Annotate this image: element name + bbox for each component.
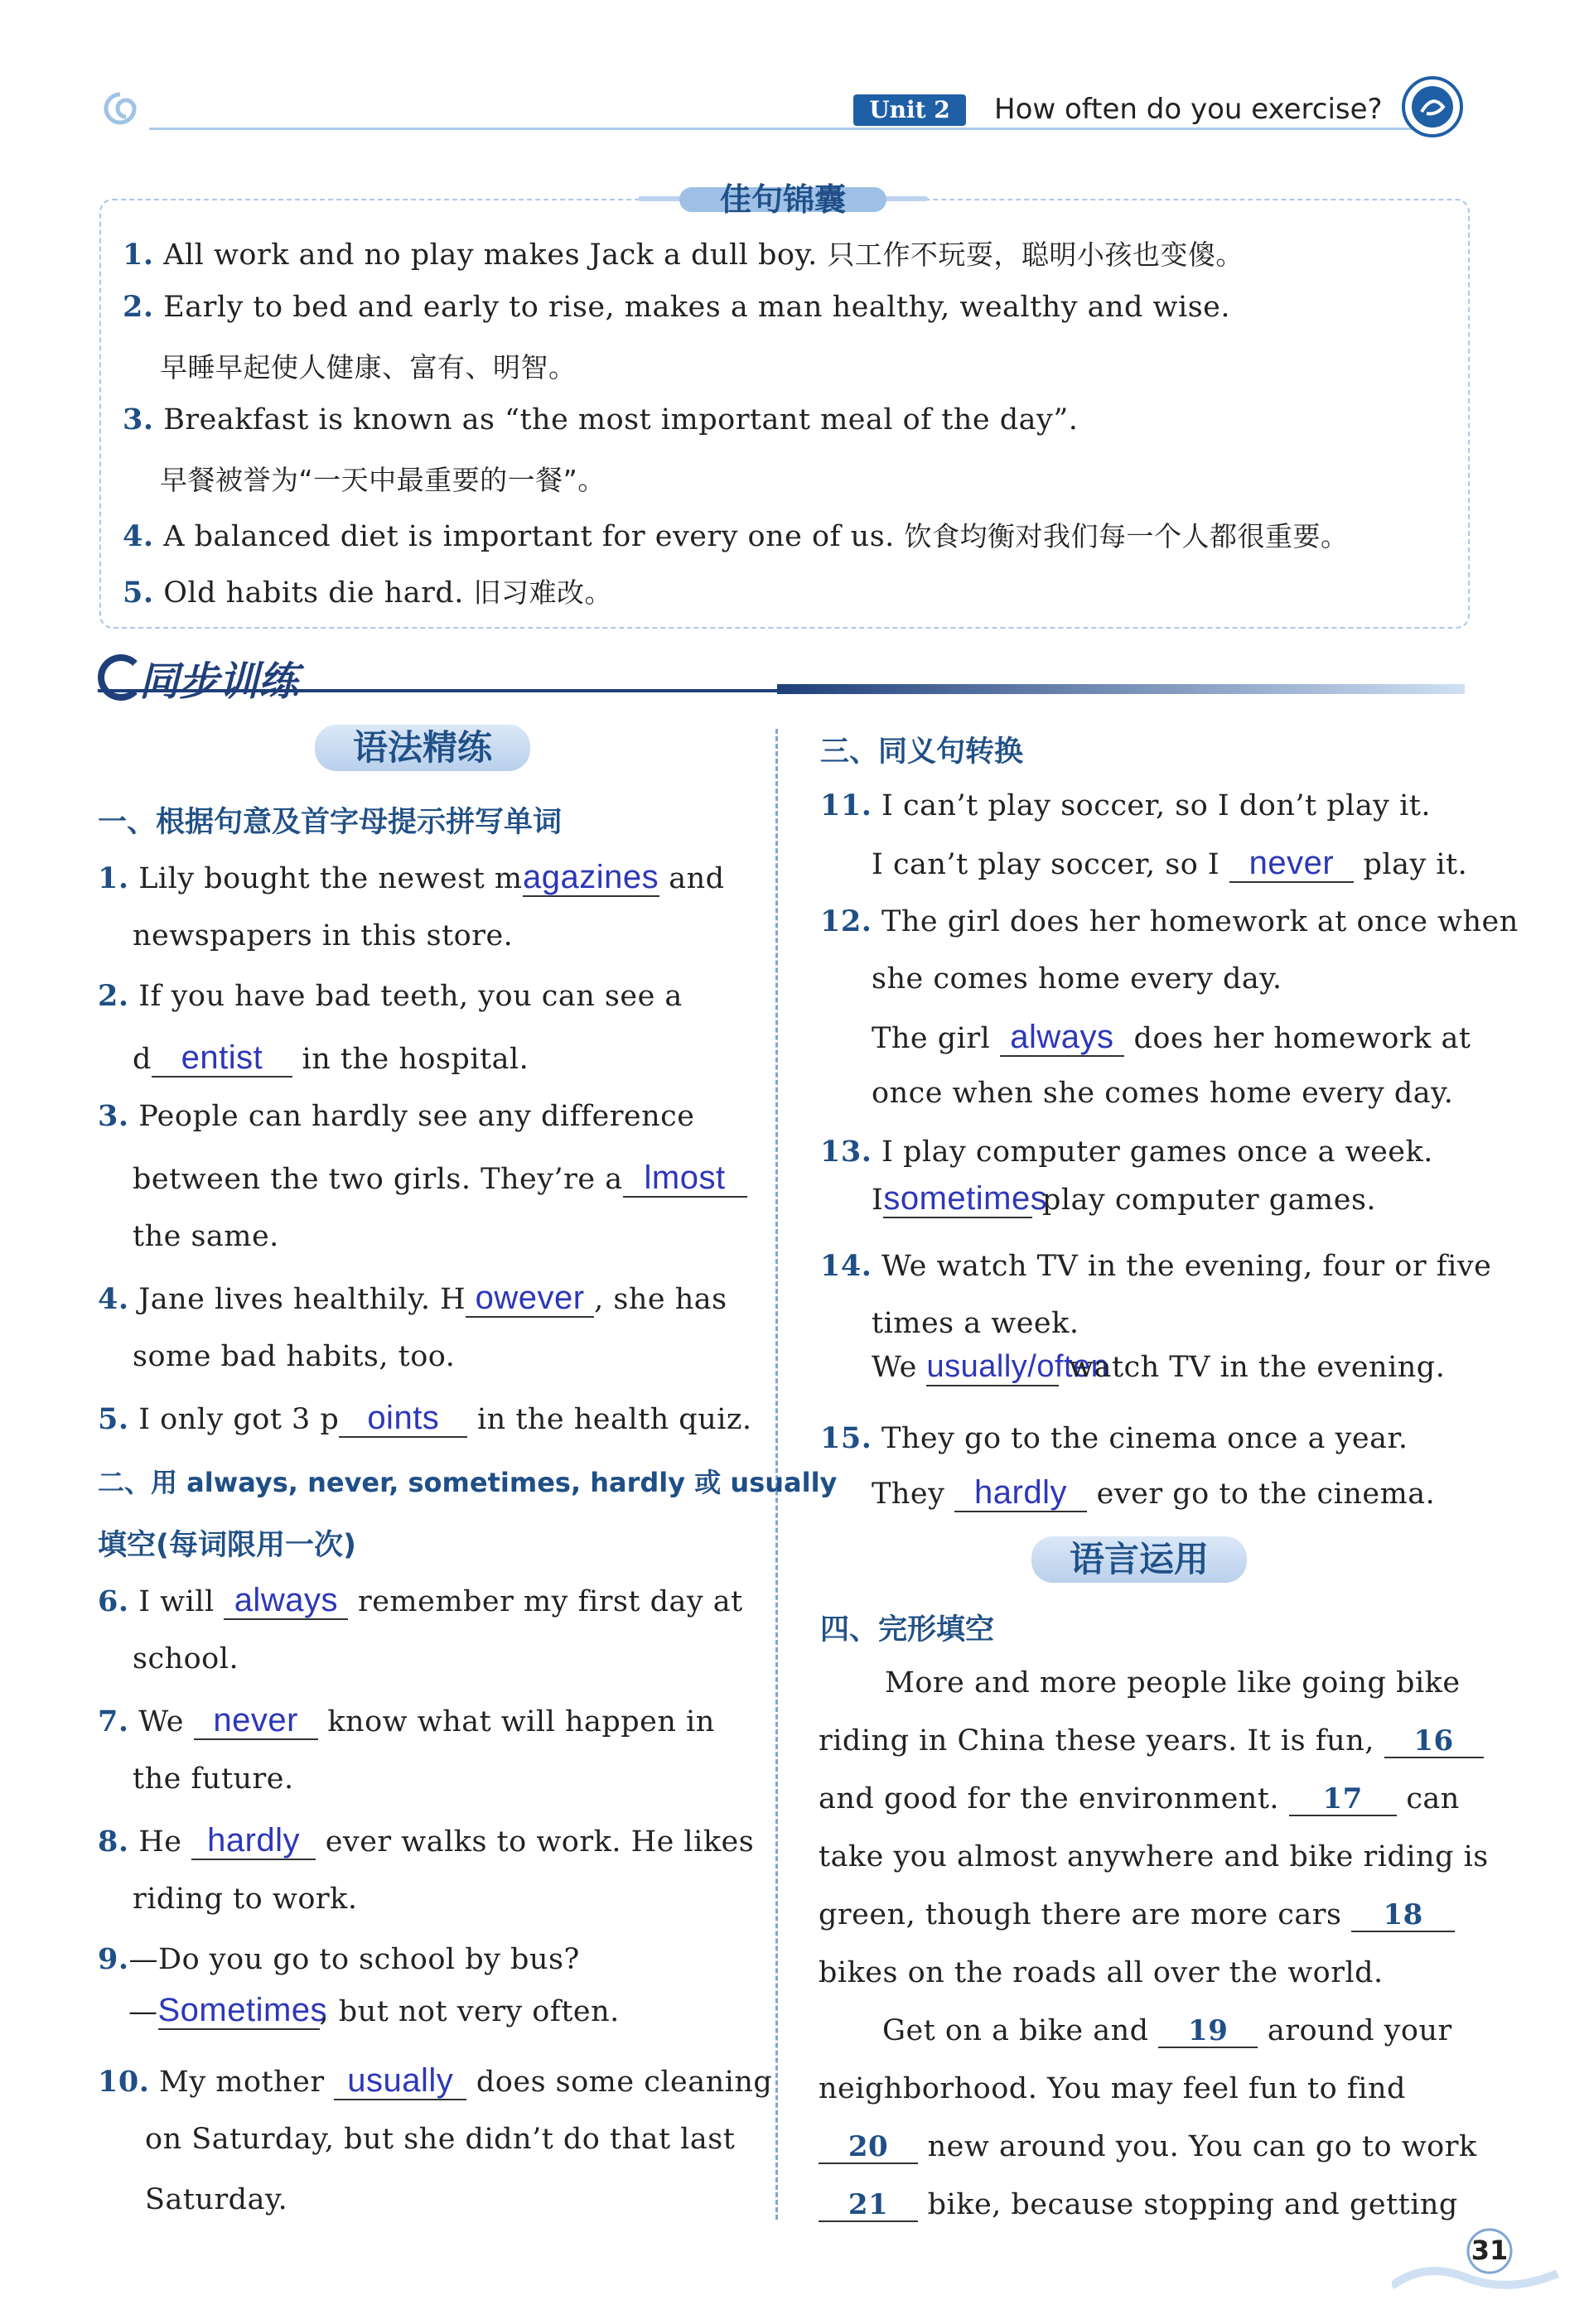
q12-line3: The girl always does her homework at: [872, 1019, 1471, 1055]
proverb-1: 1. All work and no play makes Jack a dull boy. 只工作不玩耍，聪明小孩也变傻。: [123, 238, 1244, 272]
part1-title: 一、根据句意及首字母提示拼写单词: [98, 806, 563, 839]
cloze-line9: 20 new around you. You can go to work: [819, 2130, 1477, 2164]
q2-line1: 2. If you have bad teeth, you can see a: [98, 979, 683, 1013]
q14-line3: We usually/often watch TV in the evening.: [872, 1350, 1445, 1386]
proverb-4: 4. A balanced diet is important for every one of us. 饮食均衡对我们每一个人都很重要。: [123, 519, 1349, 553]
q2-line2: d entist in the hospital.: [133, 1039, 529, 1076]
q8-line2: riding to work.: [133, 1883, 358, 1916]
section-banner-title: 同步训练: [139, 658, 299, 705]
q6-line1: 6. I will always remember my first day at: [98, 1582, 743, 1618]
q7-line1: 7. We never know what will happen in: [98, 1702, 715, 1738]
swirl-icon: [99, 88, 141, 129]
q10-line1: 10. My mother usually does some cleaning: [98, 2062, 773, 2099]
q3-line3: the same.: [133, 1220, 279, 1253]
part2-title-a: 二、用 always, never, sometimes, hardly 或 usually: [98, 1467, 838, 1498]
blank-17: 17: [1289, 1784, 1397, 1816]
blank-16: 16: [1384, 1726, 1484, 1758]
banner-c-icon: [98, 654, 144, 701]
q3-line1: 3. People can hardly see any difference: [98, 1099, 695, 1133]
q15-line1: 15. They go to the cinema once a year.: [820, 1421, 1408, 1455]
q4-line1: 4. Jane lives healthily. H owever , she has: [98, 1280, 727, 1316]
q13-line1: 13. I play computer games once a week.: [820, 1135, 1433, 1169]
q7-line2: the future.: [133, 1762, 294, 1796]
pill-grammar: 语法精练: [315, 725, 530, 771]
cloze-line7: Get on a bike and 19 around your: [882, 2014, 1452, 2047]
cloze-line3: and good for the environment. 17 can: [819, 1782, 1460, 1815]
header-rule: [149, 128, 1442, 130]
proverbs-heading: 佳句锦囊: [719, 181, 846, 218]
unit-label: Unit 2: [869, 96, 950, 123]
publisher-logo-icon: [1400, 75, 1465, 139]
proverb-3-zh: 早餐被誉为“一天中最重要的一餐”。: [160, 464, 606, 496]
q10-line3: Saturday.: [145, 2183, 288, 2216]
q15-line2: They hardly ever go to the cinema.: [872, 1474, 1436, 1511]
q8-line1: 8. He hardly ever walks to work. He likes: [98, 1822, 755, 1859]
q9-line2: —Sometimes, but not very often.: [128, 1992, 620, 2028]
part3-title: 三、同义句转换: [820, 735, 1024, 769]
q11-line1: 11. I can’t play soccer, so I don’t play it.: [820, 788, 1431, 822]
q9-line1: 9.—Do you go to school by bus?: [98, 1942, 580, 1976]
header-bar: [99, 83, 1475, 133]
proverb-2: 2. Early to bed and early to rise, makes a man healthy, wealthy and wise.: [123, 290, 1230, 324]
blank-21: 21: [819, 2190, 918, 2222]
q10-line2: on Saturday, but she didn’t do that last: [145, 2123, 736, 2156]
q4-line2: some bad habits, too.: [133, 1340, 456, 1373]
blank-19: 19: [1158, 2016, 1258, 2048]
cloze-line1: More and more people like going bike: [885, 1666, 1461, 1700]
cloze-line4: take you almost anywhere and bike riding is: [819, 1840, 1489, 1873]
cloze-line6: bikes on the roads all over the world.: [819, 1956, 1384, 1989]
q12-line4: once when she comes home every day.: [872, 1077, 1454, 1110]
part2-title-b: 填空(每词限用一次): [98, 1529, 356, 1562]
q14-line1: 14. We watch TV in the evening, four or five: [820, 1249, 1492, 1283]
part4-title: 四、完形填空: [820, 1613, 995, 1647]
unit-title: How often do you exercise?: [994, 93, 1383, 126]
q11-line2: I can’t play soccer, so I never play it.: [872, 845, 1468, 881]
proverb-5: 5. Old habits die hard. 旧习难改。: [123, 576, 613, 610]
cloze-line10: 21 bike, because stopping and getting: [819, 2188, 1458, 2222]
q3-line2: between the two girls. They’re a lmost: [133, 1160, 747, 1198]
q12-line1: 12. The girl does her homework at once when: [820, 904, 1519, 938]
pill-language: 语言运用: [1031, 1536, 1247, 1583]
q13-line2: Isometimes play computer games.: [872, 1180, 1377, 1217]
q14-line2: times a week.: [872, 1307, 1079, 1340]
q1-line2: newspapers in this store.: [133, 919, 514, 952]
cloze-line5: green, though there are more cars 18: [819, 1898, 1455, 1932]
page-number: 31: [1471, 2235, 1509, 2266]
q1-line1: 1. Lily bought the newest magazines and: [98, 859, 725, 895]
blank-18: 18: [1351, 1900, 1455, 1932]
proverb-2-zh: 早睡早起使人健康、富有、明智。: [160, 351, 577, 383]
section-banner: [98, 654, 1465, 704]
cloze-line8: neighborhood. You may feel fun to find: [819, 2072, 1406, 2105]
q5-line1: 5. I only got 3 p oints in the health quiz.: [98, 1400, 752, 1436]
cloze-line2: riding in China these years. It is fun, 16: [819, 1724, 1484, 1758]
q6-line2: school.: [133, 1642, 239, 1675]
blank-20: 20: [819, 2132, 918, 2164]
proverb-3: 3. Breakfast is known as “the most important meal of the day”.: [123, 403, 1079, 436]
q12-line2: she comes home every day.: [872, 962, 1282, 996]
